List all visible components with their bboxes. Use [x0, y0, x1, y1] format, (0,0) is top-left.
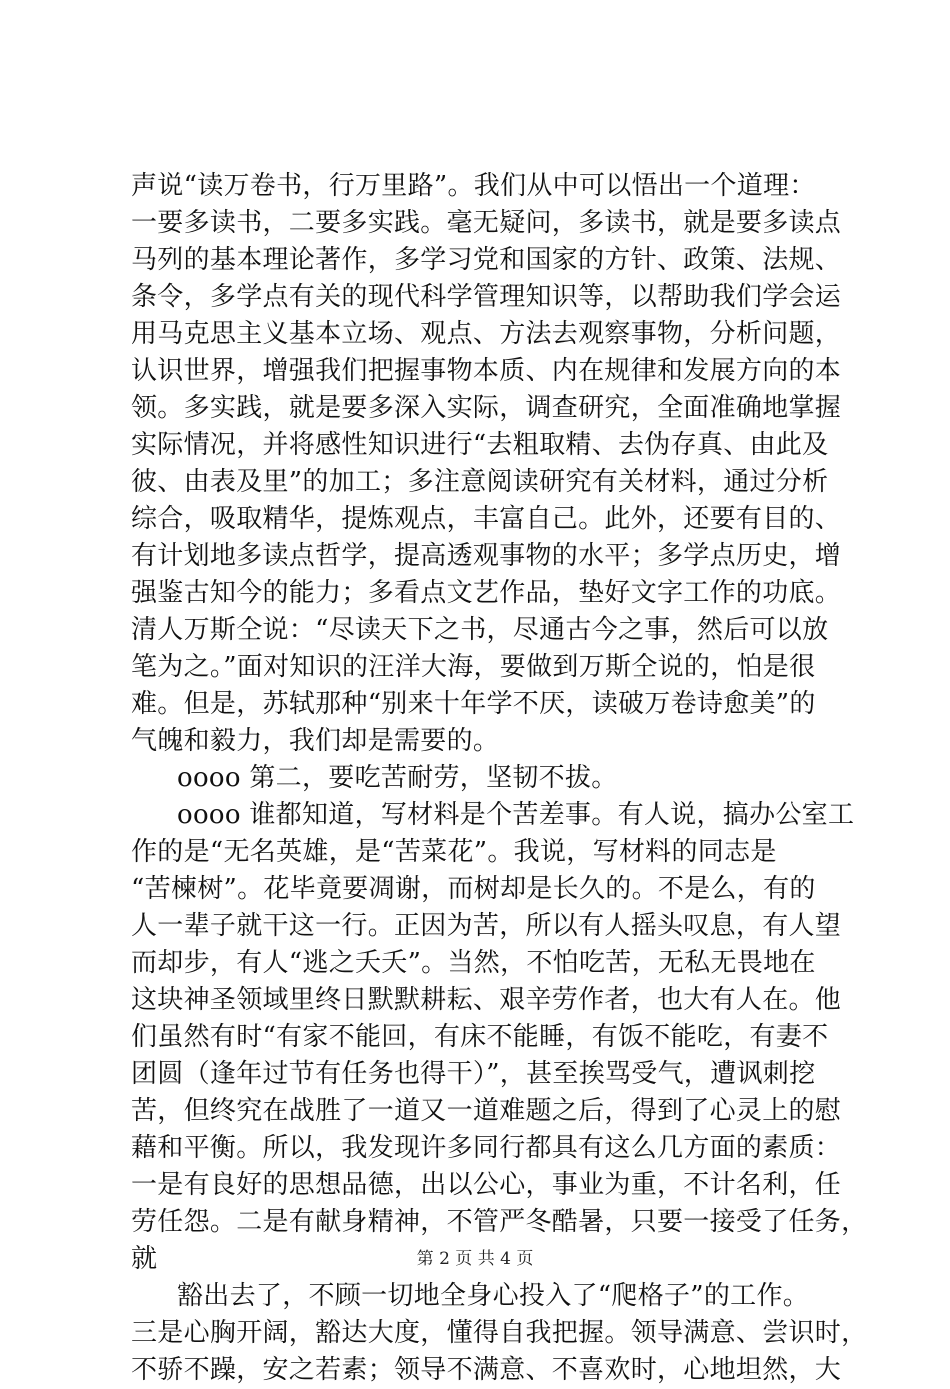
text-line: 三是心胸开阔，豁达大度，懂得自我把握。领导满意、尝识时， — [131, 1318, 868, 1348]
text-line: 作的是“无名英雄，是“苦菜花”。我说，写材料的同志是 — [131, 837, 777, 867]
text-line: 有计划地多读点哲学，提高透观事物的水平；多学点历史，增 — [131, 541, 842, 571]
text-line: 不骄不躁，安之若素；领导不满意、不喜欢时，心地坦然，大 — [131, 1355, 842, 1385]
text-line: 难。但是，苏轼那种“别来十年学不厌，读破万卷诗愈美”的 — [131, 689, 816, 719]
text-line: 马列的基本理论著作，多学习党和国家的方针、政策、法规、 — [131, 245, 842, 275]
text-line: 强鉴古知今的能力；多看点文艺作品，垫好文字工作的功底。 — [131, 578, 842, 608]
text-line: 这块神圣领域里终日默默耕耘、艰辛劳作者，也大有人在。他 — [131, 985, 842, 1015]
text-line: 领。多实践，就是要多深入实际，调查研究，全面准确地掌握 — [131, 393, 842, 423]
text-line: 认识世界，增强我们把握事物本质、内在规律和发展方向的本 — [131, 356, 842, 386]
text-line: 气魄和毅力，我们却是需要的。 — [131, 726, 500, 756]
section-heading: oooo 第二，要吃苦耐劳，坚韧不拔。 — [177, 763, 618, 793]
text-line: 劳任怨。二是有献身精神，不管严冬酷暑，只要一接受了任务， — [131, 1207, 868, 1237]
text-line: 人一辈子就干这一行。正因为苦，所以有人摇头叹息，有人望 — [131, 911, 842, 941]
text-line: 声说“读万卷书，行万里路”。我们从中可以悟出一个道理： — [131, 171, 816, 201]
page-number-footer: 第 2 页 共 4 页 — [416, 1249, 534, 1269]
text-line: 就 — [131, 1244, 158, 1274]
text-line: 苦，但终究在战胜了一道又一道难题之后，得到了心灵上的慰 — [131, 1096, 842, 1126]
text-line: 实际情况，并将感性知识进行“去粗取精、去伪存真、由此及 — [131, 430, 829, 460]
text-line: “苦楝树”。花毕竟要凋谢，而树却是长久的。不是么，有的 — [131, 874, 816, 904]
text-line: 用马克思主义基本立场、观点、方法去观察事物，分析问题， — [131, 319, 842, 349]
text-line: 而却步，有人“逃之夭夭”。当然，不怕吃苦，无私无畏地在 — [131, 948, 816, 978]
text-line: 笔为之。”面对知识的汪洋大海，要做到万斯仝说的，怕是很 — [131, 652, 816, 682]
text-line: oooo 谁都知道，写材料是个苦差事。有人说，搞办公室工 — [177, 800, 855, 830]
text-line: 清人万斯仝说：“尽读天下之书，尽通古今之事，然后可以放 — [131, 615, 829, 645]
document-body — [131, 168, 868, 1389]
text-line: 团圆（逢年过节有任务也得干）”，甚至挨骂受气，遭讽刺挖 — [131, 1059, 816, 1089]
text-line: 们虽然有时“有家不能回，有床不能睡，有饭不能吃，有妻不 — [131, 1022, 829, 1052]
text-line: 藉和平衡。所以，我发现许多同行都具有这么几方面的素质： — [131, 1133, 842, 1163]
text-line: 豁出去了，不顾一切地全身心投入了“爬格子”的工作。 — [177, 1281, 810, 1311]
text-line: 一要多读书，二要多实践。毫无疑问，多读书，就是要多读点 — [131, 208, 842, 238]
text-line: 条令，多学点有关的现代科学管理知识等，以帮助我们学会运 — [131, 282, 842, 312]
text-line: 彼、由表及里”的加工；多注意阅读研究有关材料，通过分析 — [131, 467, 829, 497]
text-line: 综合，吸取精华，提炼观点，丰富自己。此外，还要有目的、 — [131, 504, 842, 534]
text-line: 一是有良好的思想品德，出以公心，事业为重，不计名利，任 — [131, 1170, 842, 1200]
